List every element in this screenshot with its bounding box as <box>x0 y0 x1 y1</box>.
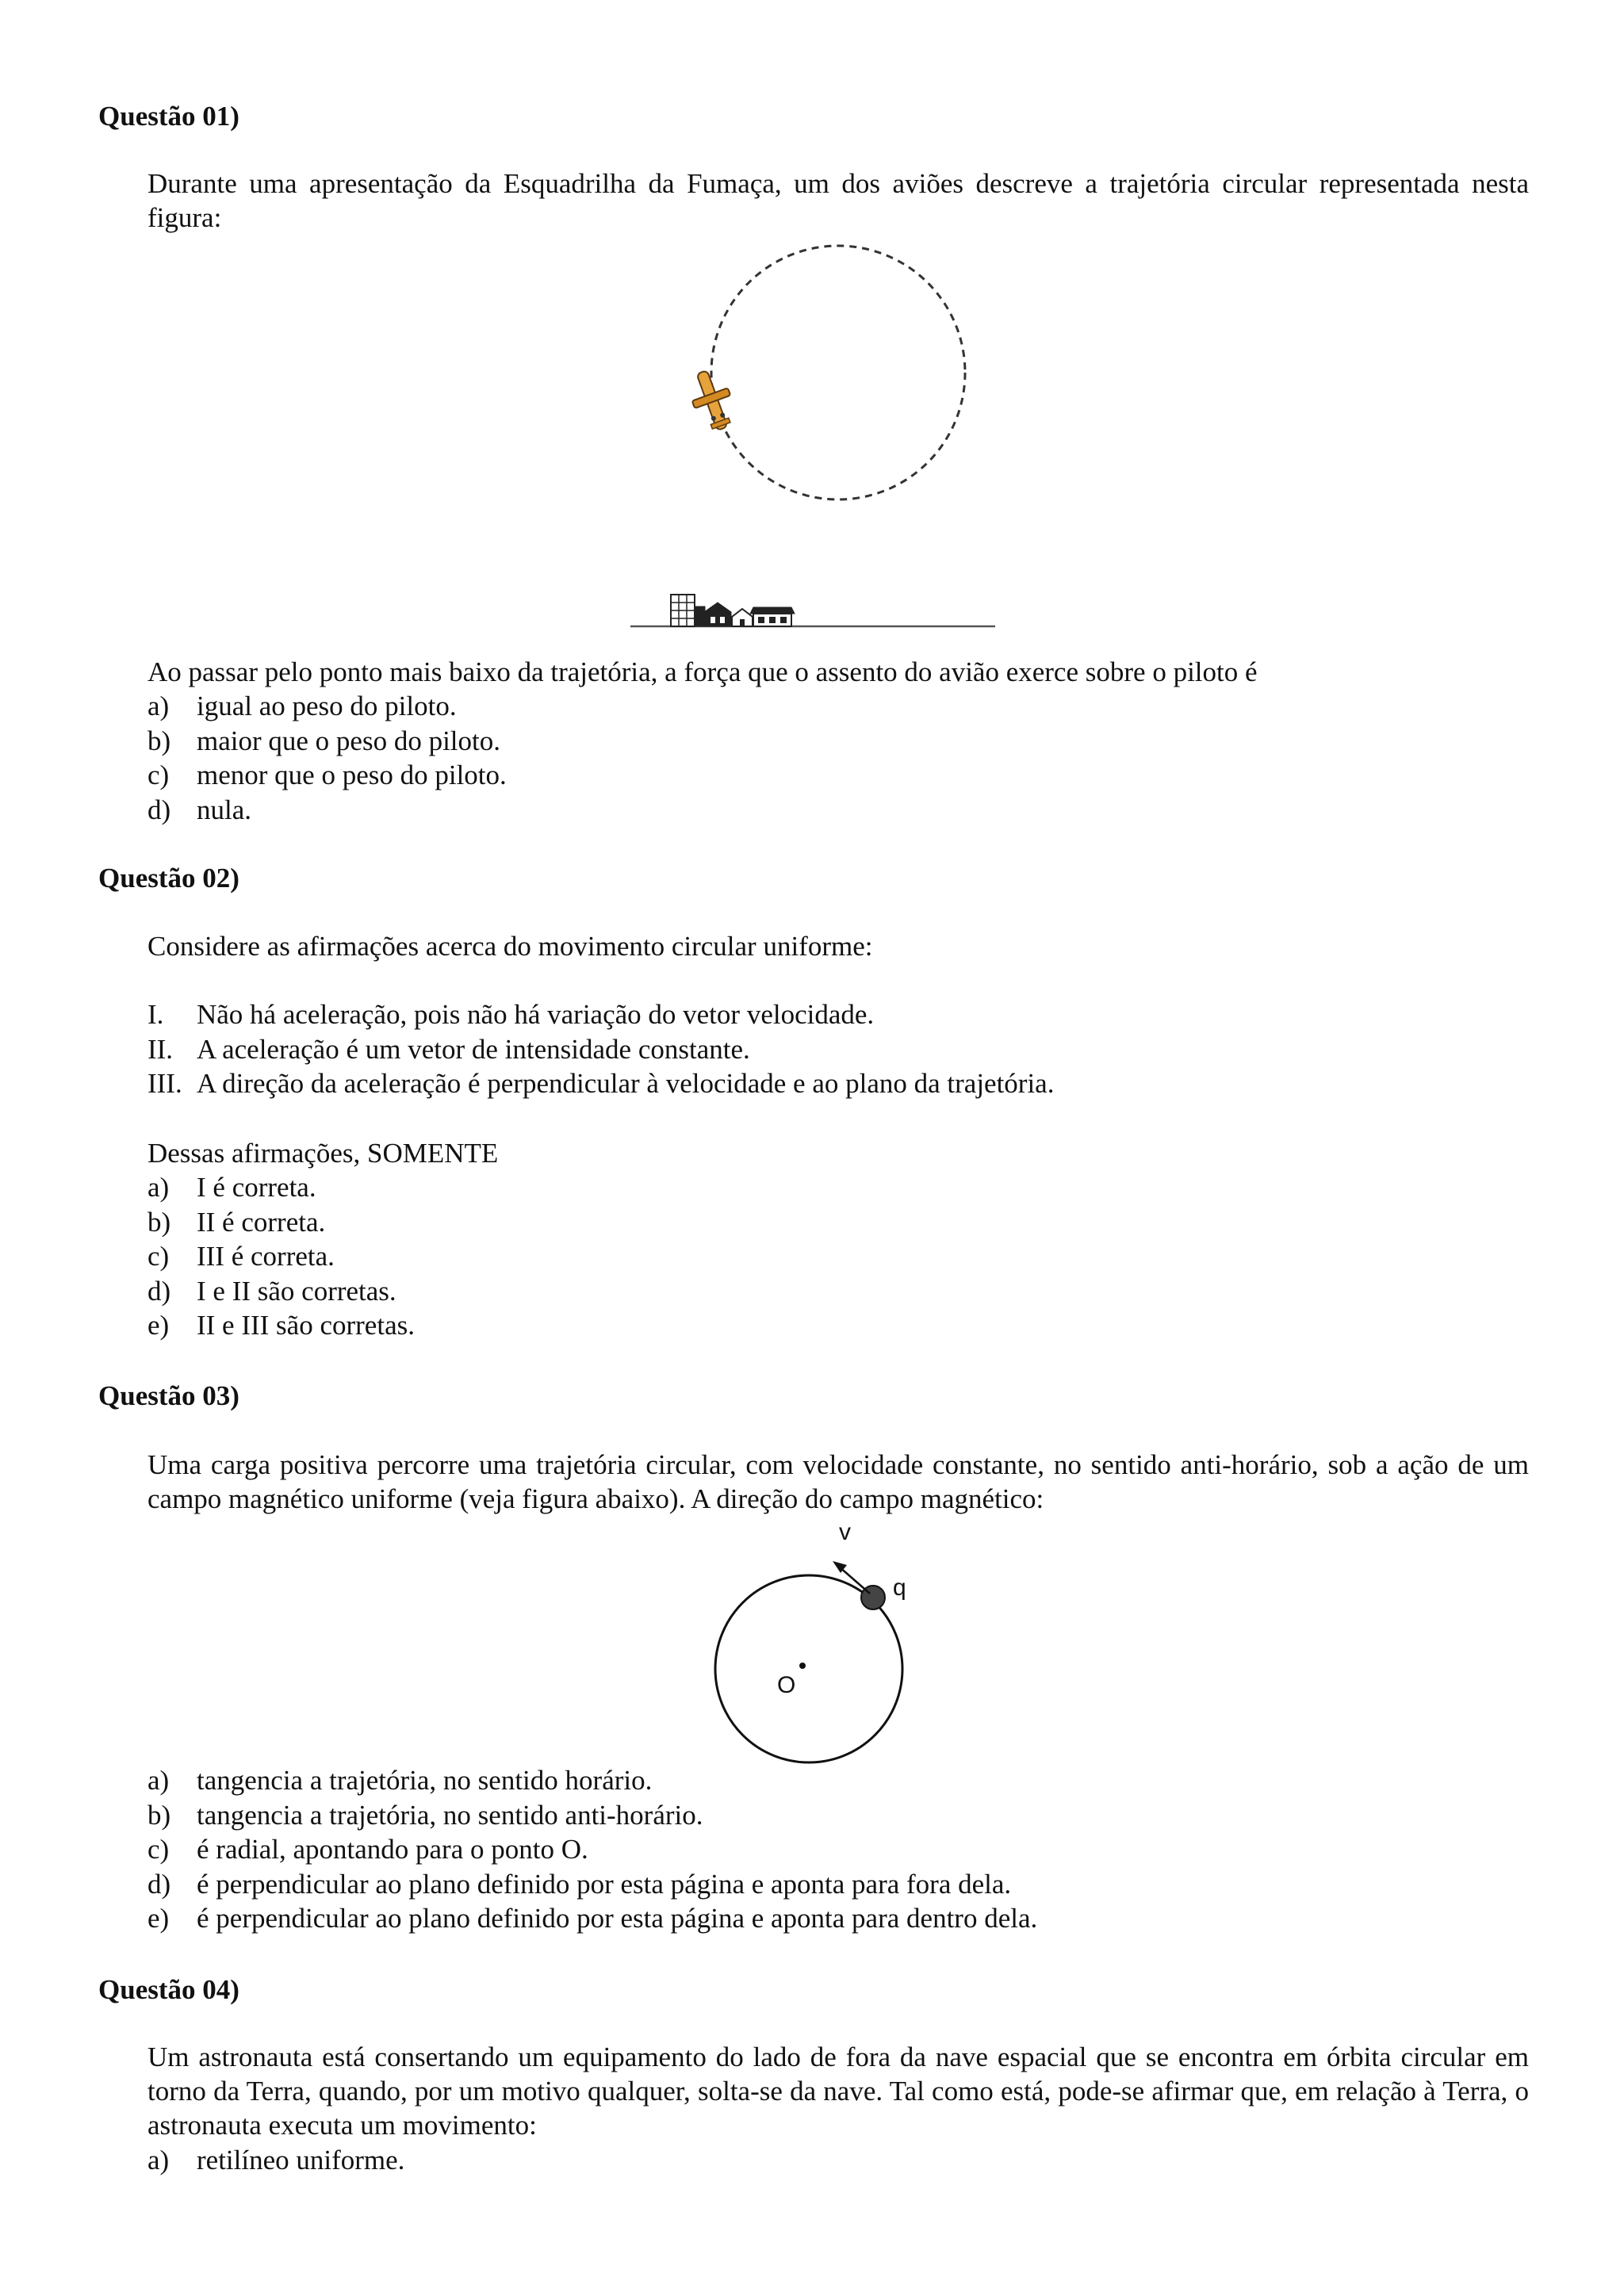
option-item <box>147 724 1529 759</box>
question-1-options <box>147 689 1529 827</box>
option-text: nula. <box>197 794 252 825</box>
question-2-text: Considere as afirmações acerca do movimento circular uniforme: <box>147 931 873 962</box>
option-item <box>147 1901 1529 1936</box>
option-letter: a) <box>147 2145 170 2175</box>
option-letter: b) <box>147 725 171 756</box>
question-2-statements <box>147 997 1529 1101</box>
figure-charge-circle <box>698 1514 952 1776</box>
city-buildings-icon <box>671 595 795 626</box>
option-text: III é correta. <box>197 1241 335 1272</box>
statement-item <box>147 1066 1529 1101</box>
question-4-options <box>147 2143 1529 2178</box>
option-item <box>147 1798 1529 1833</box>
option-letter: c) <box>147 1834 170 1865</box>
statement-item <box>147 1032 1529 1067</box>
question-1-prompt: Ao passar pelo ponto mais baixo da trajetória, a força que o assento do avião exerce sobre o piloto é <box>147 656 1258 687</box>
option-letter: b) <box>147 1206 171 1238</box>
option-letter: d) <box>147 794 171 825</box>
option-letter: d) <box>147 1275 171 1307</box>
statement-text: A direção da aceleração é perpendicular à velocidade e ao plano da trajetória. <box>197 1068 1055 1099</box>
question-3-text: Uma carga positiva percorre uma trajetória circular, com velocidade constante, no sentido anti-horário, sob a ação de um campo magnético uniforme (veja figura abaixo). A direção do campo magnético: <box>147 1449 1529 1514</box>
center-o-dot <box>799 1663 806 1669</box>
option-text: é perpendicular ao plano definido por esta página e aponta para fora dela. <box>197 1868 1012 1900</box>
option-item <box>147 1239 1529 1274</box>
velocity-label: v <box>839 1519 851 1545</box>
question-4-text: Um astronauta está consertando um equipamento do lado de fora da nave espacial que se encontra em órbita circular em torno da Terra, quando, por um motivo qualquer, solta-se da nave. Tal como está, pode-se afirmar que, em relação à Terra, o astronauta executa um movimento: <box>147 2042 1529 2141</box>
option-letter: a) <box>147 691 170 721</box>
option-letter: d) <box>147 1868 171 1900</box>
option-letter: a) <box>147 1172 170 1203</box>
option-text: I e II são corretas. <box>197 1275 396 1307</box>
option-item <box>147 1308 1529 1343</box>
statement-text: Não há aceleração, pois não há variação do vetor velocidade. <box>197 999 875 1030</box>
velocity-vector <box>839 1567 870 1594</box>
statement-number: II. <box>147 1033 174 1065</box>
option-letter: b) <box>147 1799 171 1831</box>
option-item <box>147 1205 1529 1240</box>
option-item <box>147 1274 1529 1309</box>
option-letter: e) <box>147 1310 170 1341</box>
option-item <box>147 1867 1529 1902</box>
statement-number: I. <box>147 999 164 1030</box>
option-text: tangencia a trajetória, no sentido anti-horário. <box>197 1799 703 1831</box>
option-text: é radial, apontando para o ponto O. <box>197 1834 588 1865</box>
question-1-title: Questão 01) <box>98 101 239 132</box>
question-2-prompt: Dessas afirmações, SOMENTE <box>147 1138 499 1169</box>
charge-label: q <box>893 1575 906 1601</box>
statement-item <box>147 997 1529 1032</box>
option-letter: e) <box>147 1903 170 1934</box>
option-letter: c) <box>147 1241 170 1272</box>
center-label: O <box>777 1672 796 1698</box>
option-text: tangencia a trajetória, no sentido horário. <box>197 1765 653 1796</box>
loop-trajectory <box>711 246 965 499</box>
question-3-title: Questão 03) <box>98 1380 239 1411</box>
option-item <box>147 1832 1529 1867</box>
option-item <box>147 2143 1529 2178</box>
option-item <box>147 758 1529 793</box>
question-2-options <box>147 1170 1529 1343</box>
question-2-title: Questão 02) <box>98 863 239 894</box>
option-letter: c) <box>147 760 170 790</box>
option-text: é perpendicular ao plano definido por esta página e aponta para dentro dela. <box>197 1903 1038 1934</box>
option-text: I é correta. <box>197 1172 316 1203</box>
option-text: menor que o peso do piloto. <box>197 760 507 790</box>
statement-text: A aceleração é um vetor de intensidade constante. <box>197 1033 750 1065</box>
question-1-text: Durante uma apresentação da Esquadrilha da Fumaça, um dos aviões descreve a trajetória circular representada nesta figura: <box>147 168 1529 233</box>
question-3-options <box>147 1763 1529 1936</box>
statement-number: III. <box>147 1068 182 1099</box>
option-item <box>147 1763 1529 1798</box>
option-item <box>147 689 1529 724</box>
option-letter: a) <box>147 1765 170 1796</box>
option-text: maior que o peso do piloto. <box>197 725 501 756</box>
option-text: II e III são corretas. <box>197 1310 415 1341</box>
option-text: retilíneo uniforme. <box>197 2145 405 2175</box>
option-text: II é correta. <box>197 1206 326 1238</box>
option-item <box>147 793 1529 828</box>
option-text: igual ao peso do piloto. <box>197 691 457 721</box>
question-4-title: Questão 04) <box>98 1974 239 2005</box>
figure-airplane-loop <box>619 238 1015 634</box>
option-item <box>147 1170 1529 1205</box>
